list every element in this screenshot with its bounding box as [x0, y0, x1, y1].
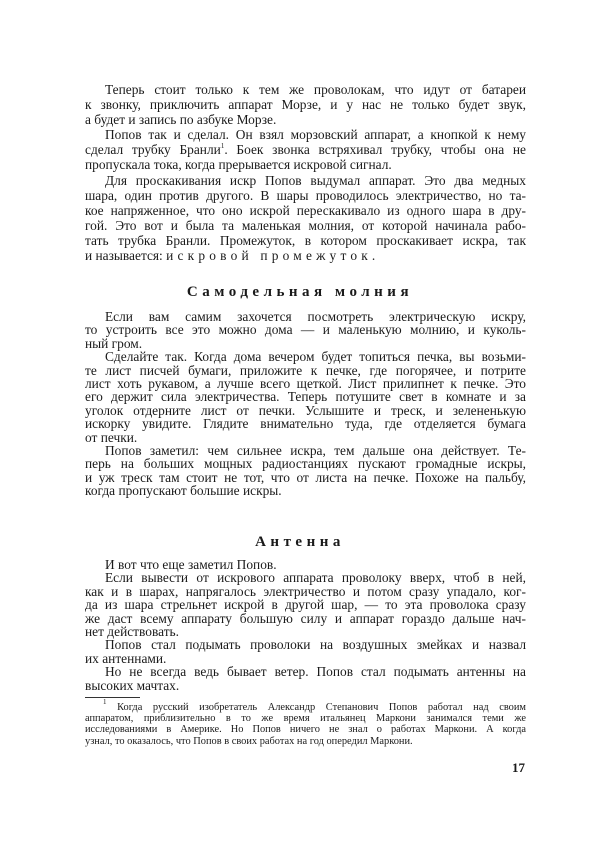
paragraph [85, 82, 526, 127]
text-line: $^1$ Когда русский изобретатель Александр Степанович Попов работал над своим [103, 698, 526, 713]
text-line: а будет и запись по азбуке Морзе. [85, 112, 277, 128]
text-line: исследованиями в Америке. Но Попов ничего не знал о работах Маркони. А когда [85, 724, 526, 736]
text-line: шара, один против другого. В шары проводилось электричество, но та- [85, 187, 526, 203]
text-line: как и в шарах, напрягалось электричество и потом сразу упадало, ког- [85, 583, 526, 599]
paragraph [85, 698, 526, 747]
text-line: же даст всему аппарату большую силу и аппарат гораздо дальше нач- [85, 610, 526, 626]
footnote-marker: 1 [220, 142, 225, 151]
footnote-marker: 1 [103, 698, 107, 706]
text-line: к звонку, приключить аппарат Морзе, и у нас не только будет звук, [85, 97, 526, 113]
text-line: Сделайте так. Когда дома вечером будет топиться печка, вы возьми- [105, 349, 526, 365]
text-line: то устроить все это можно дома — и маленькую молнию, и куколь- [85, 322, 526, 338]
text-line: пропускала тока, когда прерывается искровой сигнал. [85, 157, 392, 173]
paragraph [85, 444, 526, 498]
paragraph [85, 173, 526, 264]
text-line: кое напряженное, что оно искрой перескакивало из одного шара в дру- [85, 202, 526, 218]
text-line: сделал трубку Бранли$^1$. Боек звонка встряхивал трубку, чтобы она не [85, 142, 526, 158]
text-line: Попов заметил: чем сильнее искра, тем дальше она действует. Те- [105, 442, 526, 458]
paragraph [85, 571, 526, 638]
text-line: гой. Это вот и была та маленькая молния, от которой начинала рабо- [85, 217, 526, 233]
text-line: и уж треск там стоит не тот, что от листа на печке. Похоже на пальбу, [85, 469, 526, 485]
text-line: от печки. [85, 429, 138, 445]
text-line: Но не всегда ведь бывает ветер. Попов стал подымать антенны на [105, 664, 526, 680]
text-line: высоких мачтах. [85, 677, 180, 693]
paragraph [85, 350, 526, 444]
text-line: лист хоть рукавом, а лучше всего щеткой. Лист прилипнет к печке. Это [85, 375, 526, 391]
paragraph [85, 558, 526, 571]
paragraph [85, 310, 526, 350]
text-line: искорку увидите. Глядите внимательно туда, где отделяется бумага [85, 416, 526, 432]
text-line: Для проскакивания искр Попов выдумал аппарат. Это два медных [105, 172, 526, 188]
paragraph [85, 638, 526, 665]
text-line: нет действовать. [85, 623, 180, 639]
section-heading-homemade-lightning: Самодельная молния [186, 284, 414, 300]
text-line: Попов стал подымать проволоки на воздушных змейках и назвал [105, 637, 526, 653]
text-line: ный гром. [85, 335, 143, 351]
section-homemade-lightning-text [85, 310, 526, 497]
text-line: те лист писчей бумаги, приложите к печке, где погорячее, и потрите [85, 362, 526, 378]
text-line: аппаратом, приблизительно в то же время итальянец Маркони занимался теми же [85, 713, 526, 725]
intro-text [85, 82, 526, 263]
text-line: его держит сила электричества. Теперь потушите свет в комнате и за [85, 389, 526, 405]
text-line: их антеннами. [85, 650, 167, 666]
text-line: перь на больших мощных радиостанциях пускают громадные искры, [85, 456, 526, 472]
section-antenna-text [85, 558, 526, 692]
footnote-divider [85, 697, 140, 698]
text-line: И вот что еще заметил Попов. [105, 557, 277, 572]
text-line: Если вывести от искрового аппарата проволоку вверх, чтоб в ней, [105, 570, 526, 586]
emphasized-term: искровой промежуток. [166, 248, 380, 264]
section-heading-antenna: Антенна [255, 534, 345, 550]
text-line: уголок отдерните лист от печки. Услышите и треск, и зелененькую [85, 402, 526, 418]
text-line: Попов так и сделал. Он взял морзовский аппарат, а кнопкой к нему [105, 127, 526, 143]
page-number: 17 [512, 760, 525, 775]
text-line: узнал, то оказалось, что Попов в своих работах на год опередил Маркони. [85, 735, 413, 747]
footnote [85, 698, 526, 747]
text-line: Если вам самим захочется посмотреть электрическую искру, [105, 309, 526, 324]
paragraph [85, 665, 526, 692]
paragraph [85, 127, 526, 172]
text-line: Теперь стоит только к тем же проволокам, что идут от батареи [105, 82, 526, 97]
text-line: когда пропускают большие искры. [85, 483, 282, 499]
text-line: и называется: искровой промежуток. [85, 248, 380, 264]
text-line: тать трубка Бранли. Промежуток, в котором проскакивает искра, так [85, 232, 526, 248]
text-line: да из шара стрельнет искрой в другой шар, — то эта проволока сразу [85, 597, 526, 613]
